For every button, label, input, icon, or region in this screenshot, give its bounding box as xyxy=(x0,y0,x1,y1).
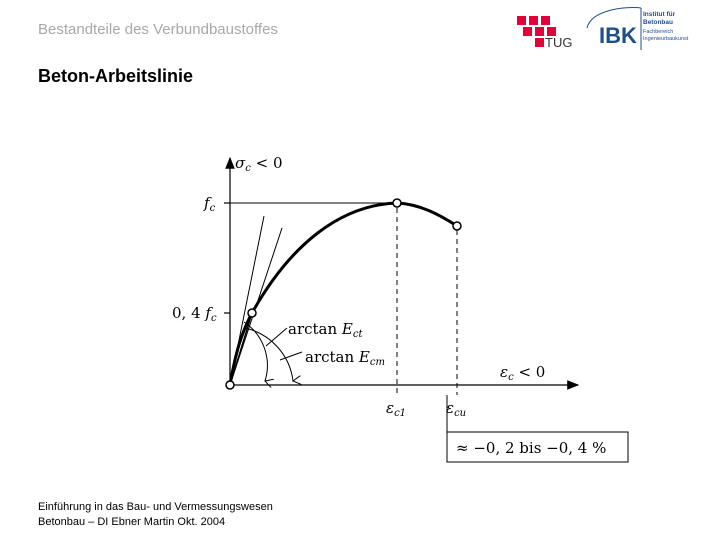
ibk-line4: Ingenieurbaukunst xyxy=(643,36,689,42)
origin-point xyxy=(226,381,234,389)
x-axis-label: εc < 0 xyxy=(500,363,546,383)
fc04-label: 0, 4 fc xyxy=(172,304,217,324)
point-ecu xyxy=(453,222,461,230)
point-04fc xyxy=(248,309,256,317)
footer xyxy=(38,500,273,530)
ibk-line3: Fachbereich xyxy=(643,29,674,35)
point-fc-peak xyxy=(393,199,401,207)
secant-line-ecm xyxy=(230,313,252,385)
ibk-line2: Betonbau xyxy=(643,19,673,26)
angle-arc-ecm xyxy=(245,328,293,381)
leader-ect xyxy=(266,328,287,346)
ec1-label: εc1 xyxy=(386,399,407,419)
section-title: Bestandteile des Verbundbaustoffes xyxy=(38,21,278,38)
ibk-line1: Institut für xyxy=(643,11,676,18)
ibk-logo-text: IBK xyxy=(599,23,637,48)
footer-line-1: Einführung in das Bau- und Vermessungswesen xyxy=(38,501,273,513)
tug-logo-text: TUG xyxy=(545,35,573,50)
fc-label: fc xyxy=(204,194,216,214)
slide-title: Beton-Arbeitslinie xyxy=(38,66,194,86)
y-axis-label: σc < 0 xyxy=(235,154,283,174)
ecu-label: εcu xyxy=(446,399,467,419)
footer-line-2: Betonbau – DI Ebner Martin Okt. 2004 xyxy=(38,516,226,528)
arctan-ecm-label: arctan Ecm xyxy=(305,348,385,368)
arctan-ect-label: arctan Ect xyxy=(288,320,363,340)
strain-range-label: ≈ −0, 2 bis −0, 4 % xyxy=(456,439,607,457)
leader-ecm xyxy=(280,352,302,360)
